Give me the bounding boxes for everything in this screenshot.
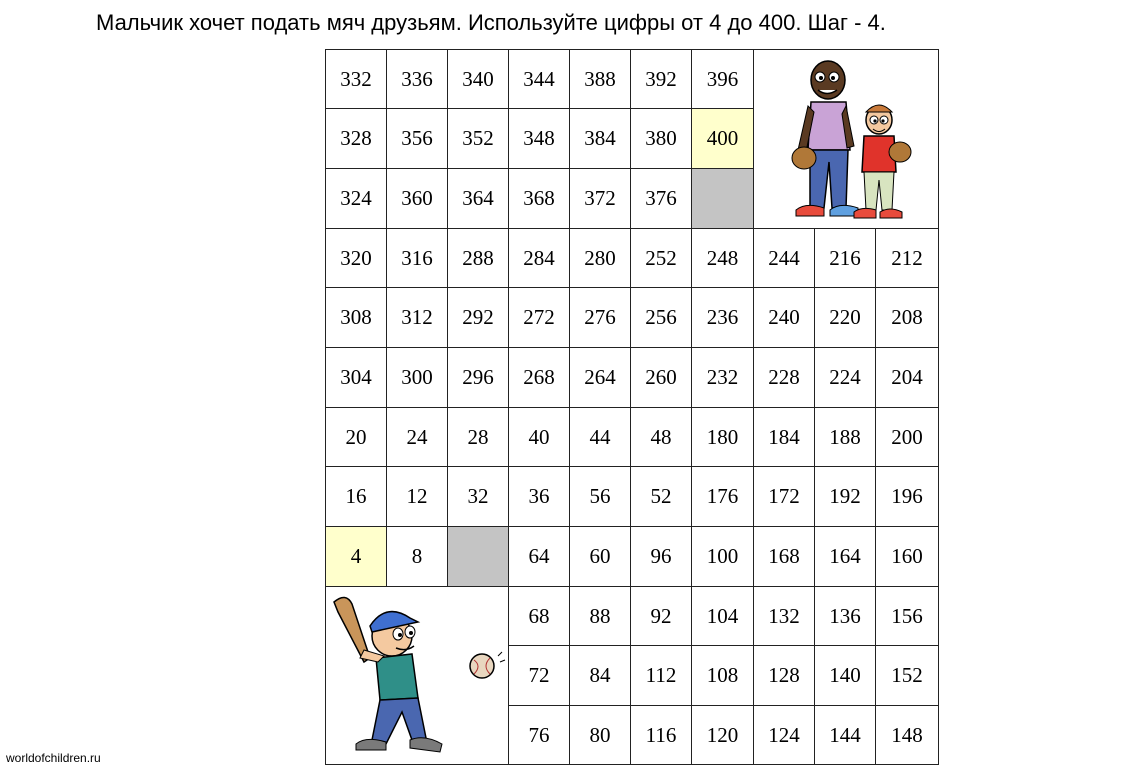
maze-cell: 356	[387, 109, 448, 169]
maze-cell: 228	[754, 348, 815, 408]
maze-cell: 392	[631, 50, 692, 109]
maze-cell: 312	[387, 288, 448, 348]
maze-cell: 200	[876, 408, 939, 467]
maze-cell: 284	[509, 229, 570, 288]
finish-cell: 400	[692, 109, 754, 169]
maze-cell: 96	[631, 527, 692, 587]
maze-cell: 336	[387, 50, 448, 109]
maze-cell: 8	[387, 527, 448, 587]
maze-cell: 136	[815, 587, 876, 646]
maze-cell: 252	[631, 229, 692, 288]
maze-cell: 84	[570, 646, 631, 706]
maze-cell: 372	[570, 169, 631, 229]
start-cell: 4	[326, 527, 387, 587]
maze-cell: 176	[692, 467, 754, 527]
maze-cell: 264	[570, 348, 631, 408]
maze-cell: 44	[570, 408, 631, 467]
maze-cell: 348	[509, 109, 570, 169]
maze-cell: 232	[692, 348, 754, 408]
maze-cell: 292	[448, 288, 509, 348]
maze-cell: 248	[692, 229, 754, 288]
maze-cell: 388	[570, 50, 631, 109]
maze-cell: 128	[754, 646, 815, 706]
maze-cell: 72	[509, 646, 570, 706]
maze-cell: 160	[876, 527, 939, 587]
friends-illustration	[754, 50, 938, 228]
blocked-cell	[692, 169, 754, 229]
maze-cell: 60	[570, 527, 631, 587]
maze-cell: 352	[448, 109, 509, 169]
maze-cell: 64	[509, 527, 570, 587]
maze-cell: 280	[570, 229, 631, 288]
blocked-cell	[448, 527, 509, 587]
maze-cell: 368	[509, 169, 570, 229]
maze-cell: 380	[631, 109, 692, 169]
maze-cell: 28	[448, 408, 509, 467]
maze-cell: 196	[876, 467, 939, 527]
maze-cell: 272	[509, 288, 570, 348]
maze-cell: 332	[326, 50, 387, 109]
maze-cell: 304	[326, 348, 387, 408]
maze-cell: 132	[754, 587, 815, 646]
maze-cell: 144	[815, 706, 876, 765]
maze-cell: 80	[570, 706, 631, 765]
maze-cell: 224	[815, 348, 876, 408]
maze-cell: 12	[387, 467, 448, 527]
maze-cell: 328	[326, 109, 387, 169]
maze-cell: 32	[448, 467, 509, 527]
maze-cell: 276	[570, 288, 631, 348]
maze-cell: 268	[509, 348, 570, 408]
maze-cell: 68	[509, 587, 570, 646]
maze-cell: 396	[692, 50, 754, 109]
maze-cell: 52	[631, 467, 692, 527]
maze-cell: 172	[754, 467, 815, 527]
maze-cell: 216	[815, 229, 876, 288]
maze-cell: 120	[692, 706, 754, 765]
maze-cell: 240	[754, 288, 815, 348]
maze-cell: 48	[631, 408, 692, 467]
maze-cell: 220	[815, 288, 876, 348]
maze-cell: 288	[448, 229, 509, 288]
maze-cell: 244	[754, 229, 815, 288]
maze-cell: 208	[876, 288, 939, 348]
maze-cell: 180	[692, 408, 754, 467]
maze-cell: 100	[692, 527, 754, 587]
maze-cell: 108	[692, 646, 754, 706]
friends-illustration-cell	[754, 50, 939, 229]
maze-cell: 156	[876, 587, 939, 646]
batter-illustration	[326, 588, 508, 764]
maze-cell: 300	[387, 348, 448, 408]
maze-cell: 148	[876, 706, 939, 765]
maze-cell: 340	[448, 50, 509, 109]
maze-cell: 88	[570, 587, 631, 646]
maze-cell: 364	[448, 169, 509, 229]
maze-cell: 20	[326, 408, 387, 467]
maze-cell: 152	[876, 646, 939, 706]
maze-cell: 296	[448, 348, 509, 408]
maze-cell: 260	[631, 348, 692, 408]
maze-cell: 56	[570, 467, 631, 527]
maze-cell: 140	[815, 646, 876, 706]
maze-cell: 184	[754, 408, 815, 467]
site-watermark: worldofchildren.ru	[6, 751, 101, 765]
maze-cell: 92	[631, 587, 692, 646]
maze-cell: 256	[631, 288, 692, 348]
maze-cell: 316	[387, 229, 448, 288]
maze-cell: 236	[692, 288, 754, 348]
maze-cell: 112	[631, 646, 692, 706]
maze-cell: 124	[754, 706, 815, 765]
maze-cell: 308	[326, 288, 387, 348]
batter-illustration-cell	[326, 587, 509, 765]
maze-cell: 384	[570, 109, 631, 169]
maze-cell: 16	[326, 467, 387, 527]
maze-cell: 24	[387, 408, 448, 467]
number-maze	[325, 49, 939, 765]
maze-cell: 192	[815, 467, 876, 527]
maze-cell: 36	[509, 467, 570, 527]
maze-cell: 104	[692, 587, 754, 646]
task-title: Мальчик хочет подать мяч друзьям. Используйте цифры от 4 до 400. Шаг - 4.	[96, 10, 886, 35]
maze-cell: 116	[631, 706, 692, 765]
maze-cell: 360	[387, 169, 448, 229]
maze-cell: 344	[509, 50, 570, 109]
maze-cell: 320	[326, 229, 387, 288]
maze-cell: 40	[509, 408, 570, 467]
maze-cell: 324	[326, 169, 387, 229]
maze-cell: 376	[631, 169, 692, 229]
maze-cell: 168	[754, 527, 815, 587]
maze-cell: 212	[876, 229, 939, 288]
maze-cell: 164	[815, 527, 876, 587]
maze-cell: 188	[815, 408, 876, 467]
maze-cell: 204	[876, 348, 939, 408]
maze-cell: 76	[509, 706, 570, 765]
